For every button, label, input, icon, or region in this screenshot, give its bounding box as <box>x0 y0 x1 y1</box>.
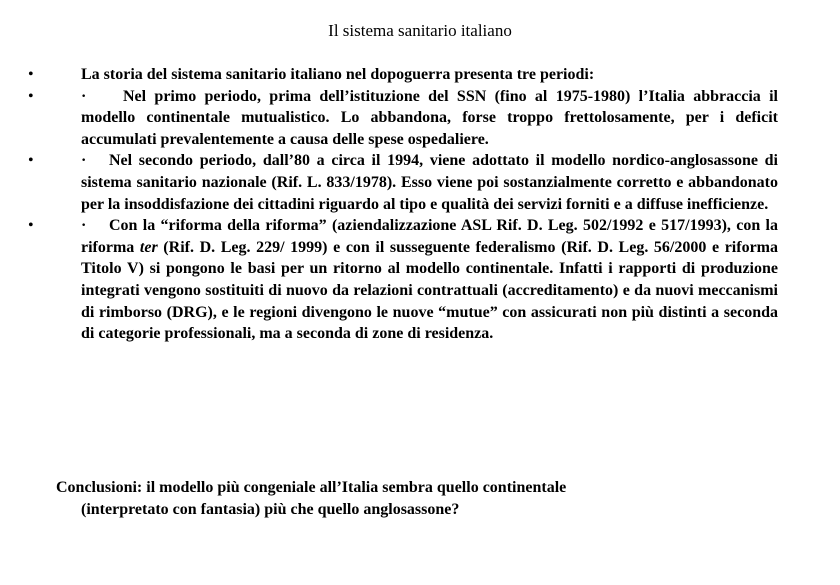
sub-bullet-icon: · <box>81 87 87 105</box>
conclusion-line-1: Conclusioni: il modello più congeniale all’Italia sembra quello continentale <box>56 479 567 496</box>
list-item <box>28 64 778 86</box>
page-title: Il sistema sanitario italiano <box>328 21 512 40</box>
conclusion-paragraph <box>56 477 778 520</box>
list-item-text: Con la “riforma della riforma” (aziendalizzazione ASL Rif. D. Leg. 502/1992 e 517/1993), con la riforma <box>81 217 778 256</box>
list-item <box>28 150 778 215</box>
conclusion-line-2: (interpretato con fantasia) più che quello anglosassone? <box>81 500 460 518</box>
list-item-text: Nel secondo periodo, dall’80 a circa il 1994, viene adottato il modello nordico-anglosassone di sistema sanitario nazionale (Rif. L. 833/1978). Esso viene poi sostanzialmente corretto e abbandonato per la insoddisfazione dei cittadini riguardo al tipo e qualità dei servizi forniti e a diffuse inefficienze. <box>81 152 778 213</box>
sub-bullet-icon: · <box>81 217 87 235</box>
list-item <box>28 86 778 151</box>
bullet-icon: • <box>28 87 34 105</box>
list-item-text: La storia del sistema sanitario italiano nel dopoguerra presenta tre periodi: <box>81 66 595 83</box>
list-item-text: (Rif. D. Leg. 229/ 1999) e con il susseguente federalismo (Rif. D. Leg. 56/2000 e riforma Titolo V) si pongono le basi per un ritorno al modello continentale. Infatti i rapporti di produzione integrati vengono sostituiti di nuovo da relazioni contrattuali (accreditamento) e da nuovi meccanismi di rimborso (DRG), e le regioni divengono le nuove “mutue” con assicurati non più distinti a seconda di categorie professionali, ma a seconda di zone di residenza. <box>81 238 778 343</box>
bullet-icon: • <box>28 66 34 83</box>
bullet-list <box>28 64 778 345</box>
bullet-icon: • <box>28 152 34 170</box>
list-item-text: Nel primo periodo, prima dell’istituzione del SSN (fino al 1975-1980) l’Italia abbraccia il modello continentale mutualistico. Lo abbandona, forse troppo frettolosamente, per i deficit accumulati prevalentemente a causa delle spese ospedaliere. <box>81 87 778 148</box>
list-item <box>28 215 778 345</box>
sub-bullet-icon: · <box>81 152 87 170</box>
bullet-icon: • <box>28 217 34 235</box>
list-item-text-italic: ter <box>139 238 158 256</box>
